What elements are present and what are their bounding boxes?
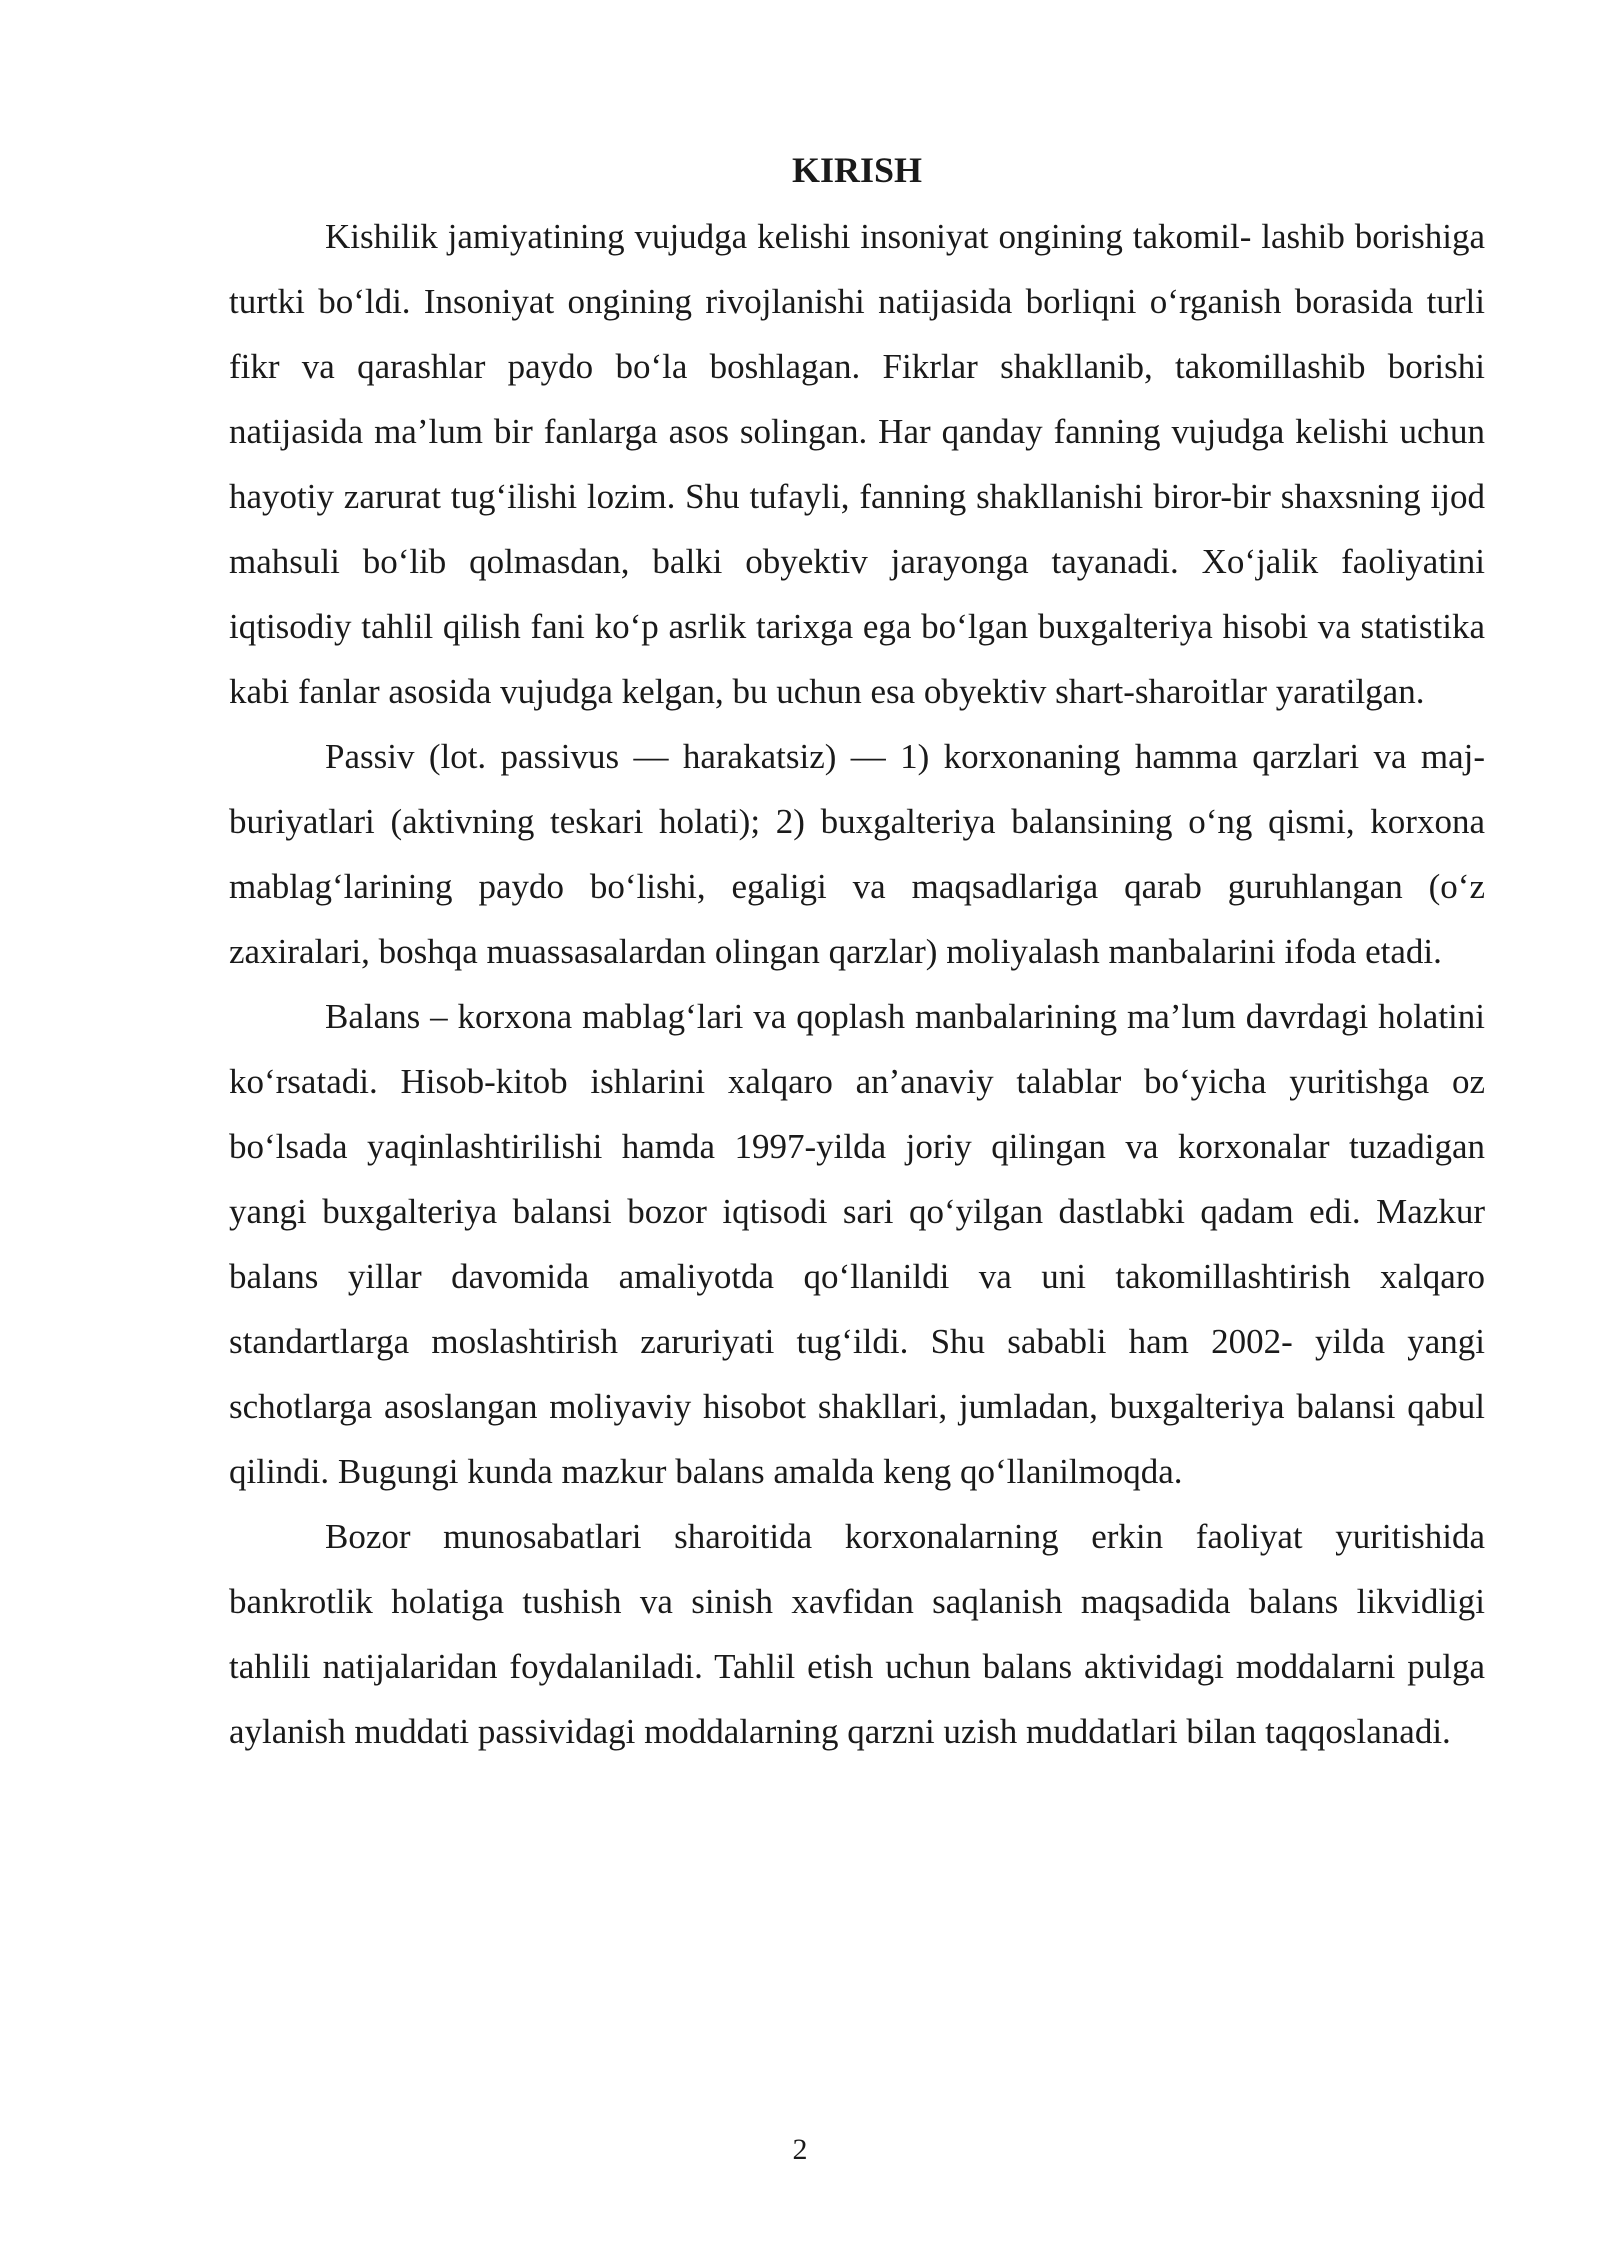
section-title: KIRISH (791, 150, 923, 190)
document-page (229, 140, 1485, 1764)
paragraph-bozor: Bozor munosabatlari sharoitida korxonalarning erkin faoliyat yuritishida bankrotlik holatiga tushish va sinish xavfidan saqlanish maqsadida balans likvidligi tahlili natijalaridan foydalaniladi. Tahlil etish uchun balans aktividagi moddalarni pulga aylanish muddati passividagi moddalarning qarzni uzish muddatlari bilan taqqoslanadi. (229, 1517, 1485, 1751)
paragraph-passiv: Passiv (lot. passivus — harakatsiz) — 1) korxonaning hamma qarzlari va maj- buriyatlari (aktivning teskari holati); 2) buxgalteriya balansining o‘ng qismi, korxona mablag‘larining paydo bo‘lishi, egaligi va maqsadlariga qarab guruhlangan (o‘z zaxiralari, boshqa muassasalardan olingan qarzlar) moliyalash manbalarini ifoda etadi. (229, 737, 1485, 971)
page-number: 2 (792, 2133, 808, 2166)
paragraph-balans: Balans – korxona mablag‘lari va qoplash manbalarining ma’lum davrdagi holatini ko‘rsatadi. Hisob-kitob ishlarini xalqaro an’anaviy talablar bo‘yicha yuritishga oz bo‘lsada yaqinlashtirilishi hamda 1997-yilda joriy qilingan va korxonalar tuzadigan yangi buxgalteriya balansi bozor iqtisodi sari qo‘yilgan dastlabki qadam edi. Mazkur balans yillar davomida amaliyotda qo‘llanildi va uni takomillashtirish xalqaro standartlarga moslashtirish zaruriyati tug‘ildi. Shu sababli ham 2002- yilda yangi schotlarga asoslangan moliyaviy hisobot shakllari, jumladan, buxgalteriya balansi qabul qilindi. Bugungi kunda mazkur balans amalda keng qo‘llanilmoqda. (229, 997, 1485, 1491)
paragraph-intro: Kishilik jamiyatining vujudga kelishi insoniyat ongining takomil- lashib borishiga turtki bo‘ldi. Insoniyat ongining rivojlanishi natijasida borliqni o‘rganish borasida turli fikr va qarashlar paydo bo‘la boshlagan. Fikrlar shakllanib, takomillashib borishi natijasida ma’lum bir fanlarga asos solingan. Har qanday fanning vujudga kelishi uchun hayotiy zarurat tug‘ilishi lozim. Shu tufayli, fanning shakllanishi biror-bir shaxsning ijod mahsuli bo‘lib qolmasdan, balki obyektiv jarayonga tayanadi. Xo‘jalik faoliyatini iqtisodiy tahlil qilish fani ko‘p asrlik tarixga ega bo‘lgan buxgalteriya hisobi va statistika kabi fanlar asosida vujudga kelgan, bu uchun esa obyektiv shart-sharoitlar yaratilgan. (229, 217, 1485, 711)
